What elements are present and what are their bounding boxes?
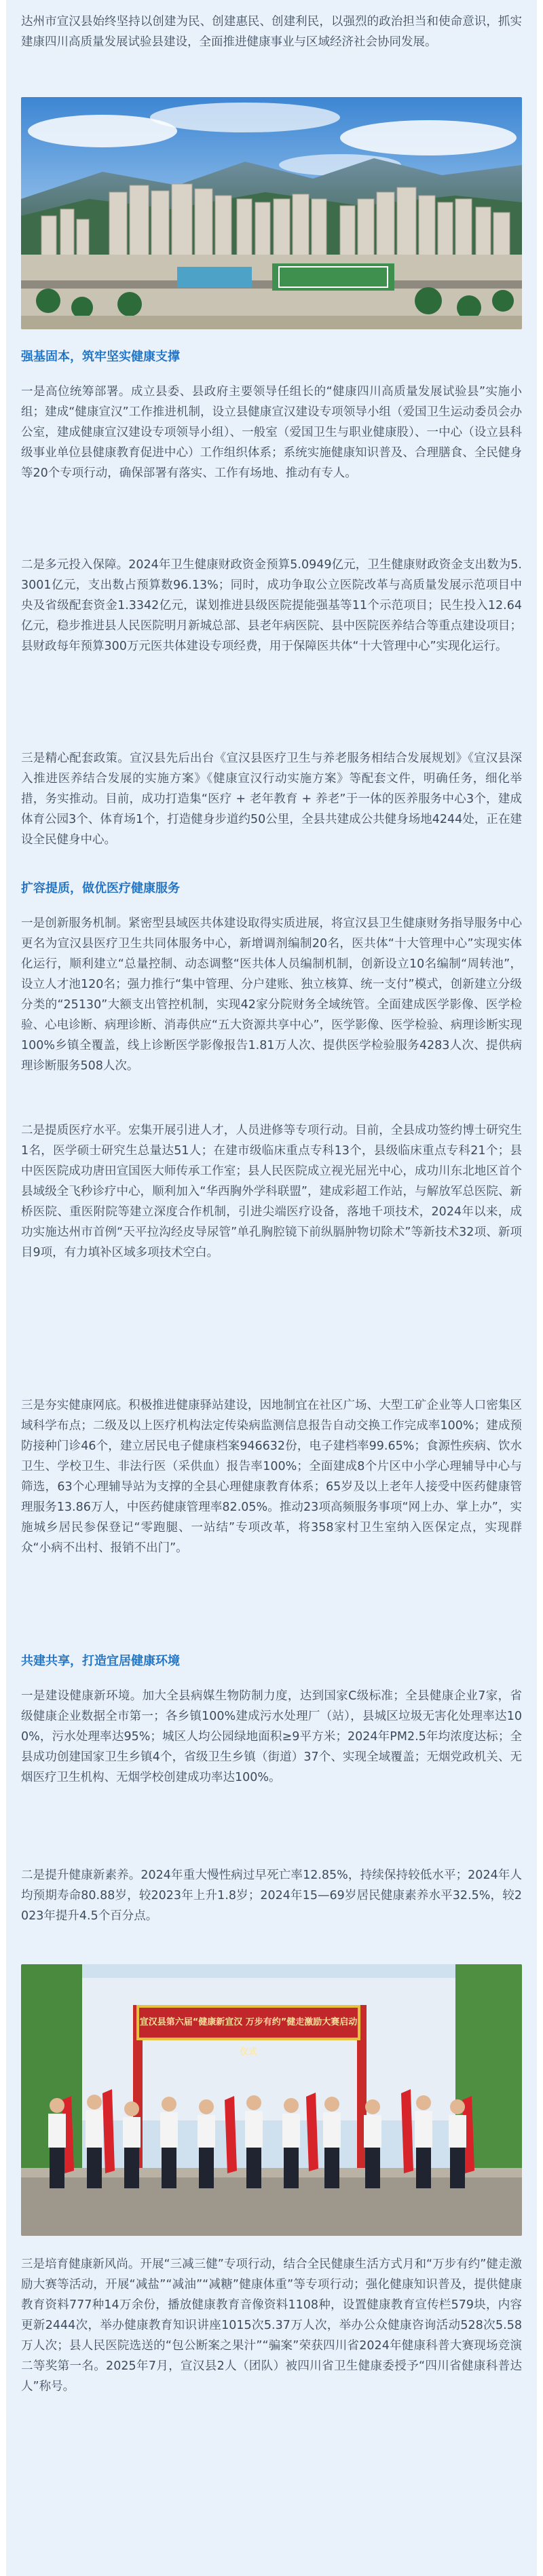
article-page xyxy=(6,0,537,2576)
section-2-para-3: 三是夯实健康网底。积极推进健康驿站建设，因地制宜在社区广场、大型工矿企业等人口密集区域科学布点；二级及以上医疗机构法定传染病监测信息报告自动交换工作完成率100%；建成预防接种门诊46个，建立居民电子健康档案946632份，电子建档率99.65%；食源性疾病、饮水卫生、学校卫生、非法行医（采供血）报告率100%；全面建成8个片区中小学心理辅导中心与筛选，63个心理辅导站为支撑的全县心理健康教育体系；65岁及以上老年人接受中医药健康管理服务13.86万人，中医药健康管理率82.05%。推动23项高频服务事项“网上办、掌上办”，实施城乡居民参保登记“零跑腿、一站结”专项改革，将358家村卫生室纳入医保定点，实现群众“小病不出村、报销不出门”。 xyxy=(21,1399,522,1555)
health-event-photo xyxy=(21,1964,522,2236)
section-3-title: 共建共享，打造宜居健康环境 xyxy=(21,1654,180,1668)
section-3-para-1: 一是建设健康新环境。加大全县病媒生物防制力度，达到国家C级标准；全县健康企业7家，省级健康企业数据全市第一；各乡镇100%建成污水处理厂（站），县城区垃圾无害化处理率达100%，污水处理率达95%；城区人均公园绿地面积≥9平方米；2024年PM2.5年均浓度达标；全县成功创建国家卫生乡镇4个，省级卫生乡镇（街道）37个、实现全域覆盖；无烟党政机关、无烟医疗卫生机构、无烟学校创建成功率达100%。 xyxy=(21,1689,522,1784)
section-3-para-2: 二是提升健康新素养。2024年重大慢性病过早死亡率12.85%，持续保持较低水平；2024年人均预期寿命80.88岁，较2023年上升1.8岁；2024年15—69岁居民健康素养水平32.5%，较2023年提升4.5个百分点。 xyxy=(21,1869,522,1923)
city-aerial-photo xyxy=(21,97,522,329)
section-1-para-3: 三是精心配套政策。宣汉县先后出台《宣汉县医疗卫生与养老服务相结合发展规划》《宣汉县深入推进医养结合发展的实施方案》《健康宣汉行动实施方案》等配套文件，明确任务，细化举措，务实推动。目前，成功打造集“医疗 + 老年教育 + 养老”于一体的医养服务中心3个，建成体育公园3个、体育场1个，打造健身步道约50公里，全县共建成公共健身场地4244处，正在建设全民健身中心。 xyxy=(21,752,522,847)
section-1-para-2: 二是多元投入保障。2024年卫生健康财政资金预算5.0949亿元，卫生健康财政资金支出数为5.3001亿元，支出数占预算数96.13%；同时，成功争取公立医院改革与高质量发展示范项目中央及省级配套资金1.3342亿元，谋划推进县级医院提能强基等11个示范项目；民生投入12.64亿元，稳步推进县人民医院明月新城总部、县老年病医院、县中医院医养结合等重点建设项目；县财政每年预算300万元医共体建设专项经费，用于保障医共体“十大管理中心”实现化运行。 xyxy=(21,558,522,653)
event-banner: 宣汉县第六届“健康新宣汉 万步有约”健走激励大赛启动仪式 xyxy=(136,2005,360,2040)
section-2-para-2: 二是提质医疗水平。宏集开展引进人才，人员进修等专项行动。目前，全县成功签约博士研究生1名，医学硕士研究生总量达51人；在建市级临床重点专科13个，县级临床重点专科21个；县中医医院成功唐田宣国医大师传承工作室；县人民医院成立视光屈光中心，成功川东北地区首个县域级全飞秒诊疗中心，顺利加入“华西胸外学科联盟”，建成彩超工作站，与解放军总医院、新桥医院、重医附院等建立深度合作机制，引进尖端医疗设备，落地千项技术，2024年以来，成功实施达州市首例“天平拉沟经皮导尿管”单孔胸腔镜下前纵膈肿物切除术”等新技术32项、新项目9项，有力填补区域多项技术空白。 xyxy=(21,1124,522,1259)
section-3-para-3: 三是培育健康新风尚。开展“三减三健”专项行动，结合全民健康生活方式月和“万步有约”健走激励大赛等活动，开展“减盐”“减油”“减糖”健康体重”等专项行动；强化健康知识普及，提供健康教育资料777种14万余份，播放健康教育音像资料1108种，设置健康教育宣传栏579块，内容更新2444次，举办健康教育知识讲座1015次5.37万人次，举办公众健康咨询活动528次5.58万人次；县人民医院选送的“包公断案之果汁”“骗案”荣获四川省2024年健康科普大赛现场竞演二等奖第一名。2025年7月，宣汉县2人（团队）被四川省卫生健康委授予“四川省健康科普达人”称号。 xyxy=(21,2258,522,2393)
intro-paragraph: 达州市宣汉县始终坚持以创建为民、创建惠民、创建利民，以强烈的政治担当和使命意识，抓实建康四川高质量发展试验县建设，全面推进健康事业与区域经济社会协同发展。 xyxy=(21,15,522,49)
section-1-para-1: 一是高位统筹部署。成立县委、县政府主要领导任组长的“健康四川高质量发展试验县”实施小组；建成“健康宣汉”工作推进机制，设立县健康宣汉建设专项领导小组（爱国卫生运动委员会办公室，建成健康宣汉建设专项领导小组）、一般室（爱国卫生与职业健康股）、一中心（设立县科级事业单位县健康教育促进中心）工作组织体系；系统实施健康知识普及、合理膳食、全民健身等20个专项行动，确保部署有落实、工作有场地、推动有专人。 xyxy=(21,385,522,480)
section-1-title: 强基固本，筑牢坚实健康支撑 xyxy=(21,350,180,364)
section-2-title: 扩容提质，做优医疗健康服务 xyxy=(21,881,180,896)
section-2-para-1: 一是创新服务机制。紧密型县域医共体建设取得实质进展，将宣汉县卫生健康财务指导服务中心更名为宣汉县医疗卫生共同体服务中心，新增调剂编制20名，医共体“十大管理中心”实现实体化运行，顺利建立“总量控制、动态调整“医共体人员编制机制，创新设立10名编制“周转池”，设立人才池120名；强力推行“集中管理、分户建账、独立核算、统一支付”模式，创新建立分级分类的“25130”大额支出管控机制，实现42家分院财务全域统管。全面建成医学影像、医学检验、心电诊断、病理诊断、消毒供应“五大资源共享中心”，医学影像、医学检验、病理诊断实现100%乡镇全覆盖，线上诊断医学影像报告1.81万人次、提供医学检验服务4283人次、提供病理诊断服务508人次。 xyxy=(21,917,522,1073)
